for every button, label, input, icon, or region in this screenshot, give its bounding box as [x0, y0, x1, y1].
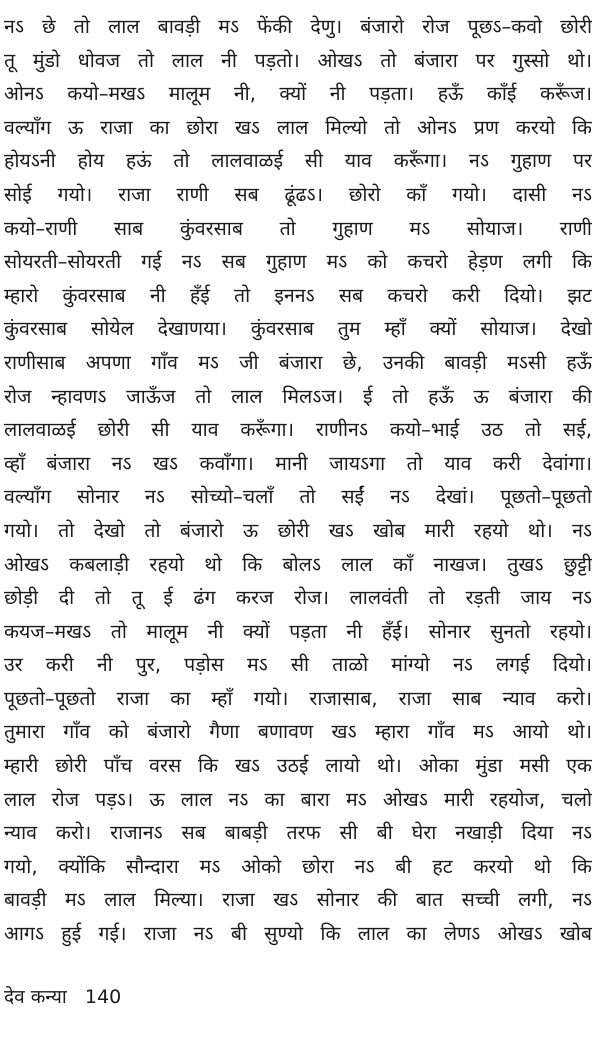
text-line: होयऽनी होय हऊं तो लालवाळई सी याव करूँगा। नऽ गुहाण पर [4, 149, 592, 173]
text-line: कयो–राणी साब कुंवरसाब तो गुहाण मऽ सोयाज। राणी [4, 216, 592, 240]
text-line: वल्याँग सोनार नऽ सोच्यो–चलाँ तो सईं नऽ देखां। पूछतो–पूछतो [4, 485, 592, 509]
text-line: वल्याँग ऊ राजा का छोरा खऽ लाल मिल्यो तो ओनऽ प्रण करयो कि [4, 115, 592, 139]
text-line: उर करी नी पुर, पड़ोस मऽ सी ताळो मांग्यो नऽ लगई दियो। [4, 653, 592, 677]
text-line: लाल रोज पड़ऽ। ऊ लाल नऽ का बारा मऽ ओखऽ मारी रहयोज, चलो [4, 787, 592, 811]
text-line: कुंवरसाब सोयेल देखाणया। कुंवरसाब तुम म्हाँ क्यों सोयाज। देखो [4, 317, 592, 341]
text-line: बावड़ी मऽ लाल मिल्या। राजा खऽ सोनार की बात सच्ची लगी, नऽ [4, 888, 592, 912]
text-line: आगऽ हुई गई। राजा नऽ बी सुण्यो कि लाल का लेणऽ ओखऽ खोब [4, 922, 592, 946]
text-line: ओखऽ कबलाड़ी रहयो थो कि बोलऽ लाल काँ नाखज। तुखऽ छुट्टी [4, 552, 592, 576]
text-line: व्हाँ बंजारा नऽ खऽ कवाँगा। मानी जायऽगा तो याव करी देवांगा। [4, 451, 592, 475]
page-footer [4, 985, 121, 1009]
text-line: छोड़ी दी तो तू ई ढंग करज रोज। लालवंती तो रड़ती जाय नऽ [4, 586, 592, 610]
text-line: म्हारी छोरी पाँच वरस कि खऽ उठई लायो थो। ओका मुंडा मसी एक [4, 754, 592, 778]
body-text [4, 10, 592, 951]
text-line: पूछतो–पूछतो राजा का म्हाँ गयो। राजासाब, राजा साब न्याव करो। [4, 686, 592, 710]
text-line: तू मुंडो धोवज तो लाल नी पड़तो। ओखऽ तो बंजारा पर गुस्सो थो। [4, 48, 592, 72]
text-line: कयज–मखऽ तो मालूम नी क्यों पड़ता नी हँई। सोनार सुनतो रहयो। [4, 619, 592, 643]
text-line: सोई गयो। राजा राणी सब ढूंढऽ। छोरो काँ गयो। दासी नऽ [4, 182, 592, 206]
text-line: गयो, क्योंकि सौन्दारा मऽ ओको छोरा नऽ बी हट करयो थो कि [4, 854, 592, 878]
text-line: लालवाळई छोरी सी याव करूँगा। राणीनऽ कयो–भाई उठ तो सई, [4, 418, 592, 442]
text-line: रोज न्हावणऽ जाऊँज तो लाल मिलऽज। ई तो हऊँ ऊ बंजारा की [4, 384, 592, 408]
text-line: नऽ छे तो लाल बावड़ी मऽ फेंकी देणु। बंजारो रोज पूछऽ–कवो छोरी [4, 15, 592, 38]
page-number: 140 [84, 986, 122, 1008]
text-line: तुमारा गाँव को बंजारो गैणा बणावण खऽ म्हारा गाँव मऽ आयो थो। [4, 720, 592, 744]
text-line: राणीसाब अपणा गाँव मऽ जी बंजारा छे, उनकी बावड़ी मऽसी हऊँ [4, 350, 592, 374]
text-line: ओनऽ कयो–मखऽ मालूम नी, क्यों नी पड़ता। हऊँ काँई करूँज। [4, 82, 592, 106]
book-title: देव कन्या [4, 986, 67, 1008]
text-line: म्हारो कुंवरसाब नी हँई तो इननऽ सब कचरो करी दियो। झट [4, 283, 592, 307]
text-line: न्याव करो। राजानऽ सब बाबड़ी तरफ सी बी घेरा नखाड़ी दिया नऽ [4, 821, 592, 845]
text-line: गयो। तो देखो तो बंजारो ऊ छोरी खऽ खोब मारी रहयो थो। नऽ [4, 518, 592, 542]
text-line: सोयरती–सोयरती गई नऽ सब गुहाण मऽ को कचरो हेड़ण लगी कि [4, 250, 592, 274]
